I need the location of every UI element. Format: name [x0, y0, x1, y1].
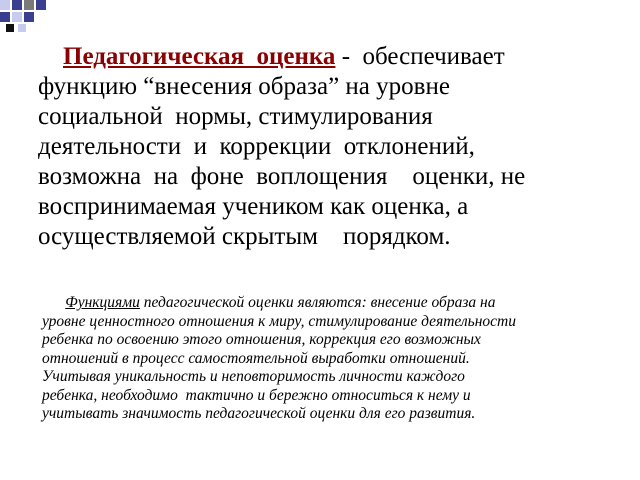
sub-line-text: учитывать значимость педагогической оценки для его развития.: [42, 405, 476, 422]
sub-line-text: уровне ценностного отношения к миру, стимулирование деятельности: [42, 312, 516, 330]
functions-paragraph: [42, 294, 622, 424]
main-paragraph: [38, 42, 578, 252]
term-pedagogical-assessment: Педагогическая оценка: [63, 43, 336, 70]
main-line-text: возможна на фоне воплощения оценки, не: [38, 163, 526, 190]
sub-line-text: педагогической оценки являются: внесение образа на: [139, 294, 496, 311]
main-line-text: социальной нормы, стимулирования: [38, 103, 433, 130]
corner-decoration: [0, 0, 60, 40]
deco-square: [18, 24, 26, 32]
main-line-text: функцию “внесения образа” на уровне: [38, 73, 450, 100]
deco-square: [12, 12, 22, 22]
main-line-text: воспринимаемая учеником как оценка, а: [38, 193, 469, 220]
main-line-text: - обеспечивает: [335, 43, 505, 70]
sub-line-text: отношений в процесс самостоятельной выработки отношений.: [42, 349, 470, 367]
deco-square: [0, 0, 10, 10]
sub-line-text: ребенка по освоению этого отношения, коррекция его возможных: [42, 331, 481, 348]
main-line-first: [38, 42, 578, 72]
deco-square: [24, 12, 34, 22]
deco-square: [24, 0, 34, 10]
main-line-text: осуществляемой скрытым порядком.: [38, 223, 451, 250]
deco-square: [0, 12, 10, 22]
sub-line-first: [42, 294, 622, 313]
functions-word: Функциями: [65, 294, 140, 311]
deco-square: [36, 0, 46, 10]
sub-line-text: ребенка, необходимо тактично и бережно относиться к нему и: [42, 386, 471, 404]
sub-line-text: Учитывая уникальность и неповторимость личности каждого: [42, 368, 465, 385]
deco-square: [6, 24, 14, 32]
main-line-text: деятельности и коррекции отклонений,: [38, 133, 475, 160]
deco-square: [12, 0, 22, 10]
